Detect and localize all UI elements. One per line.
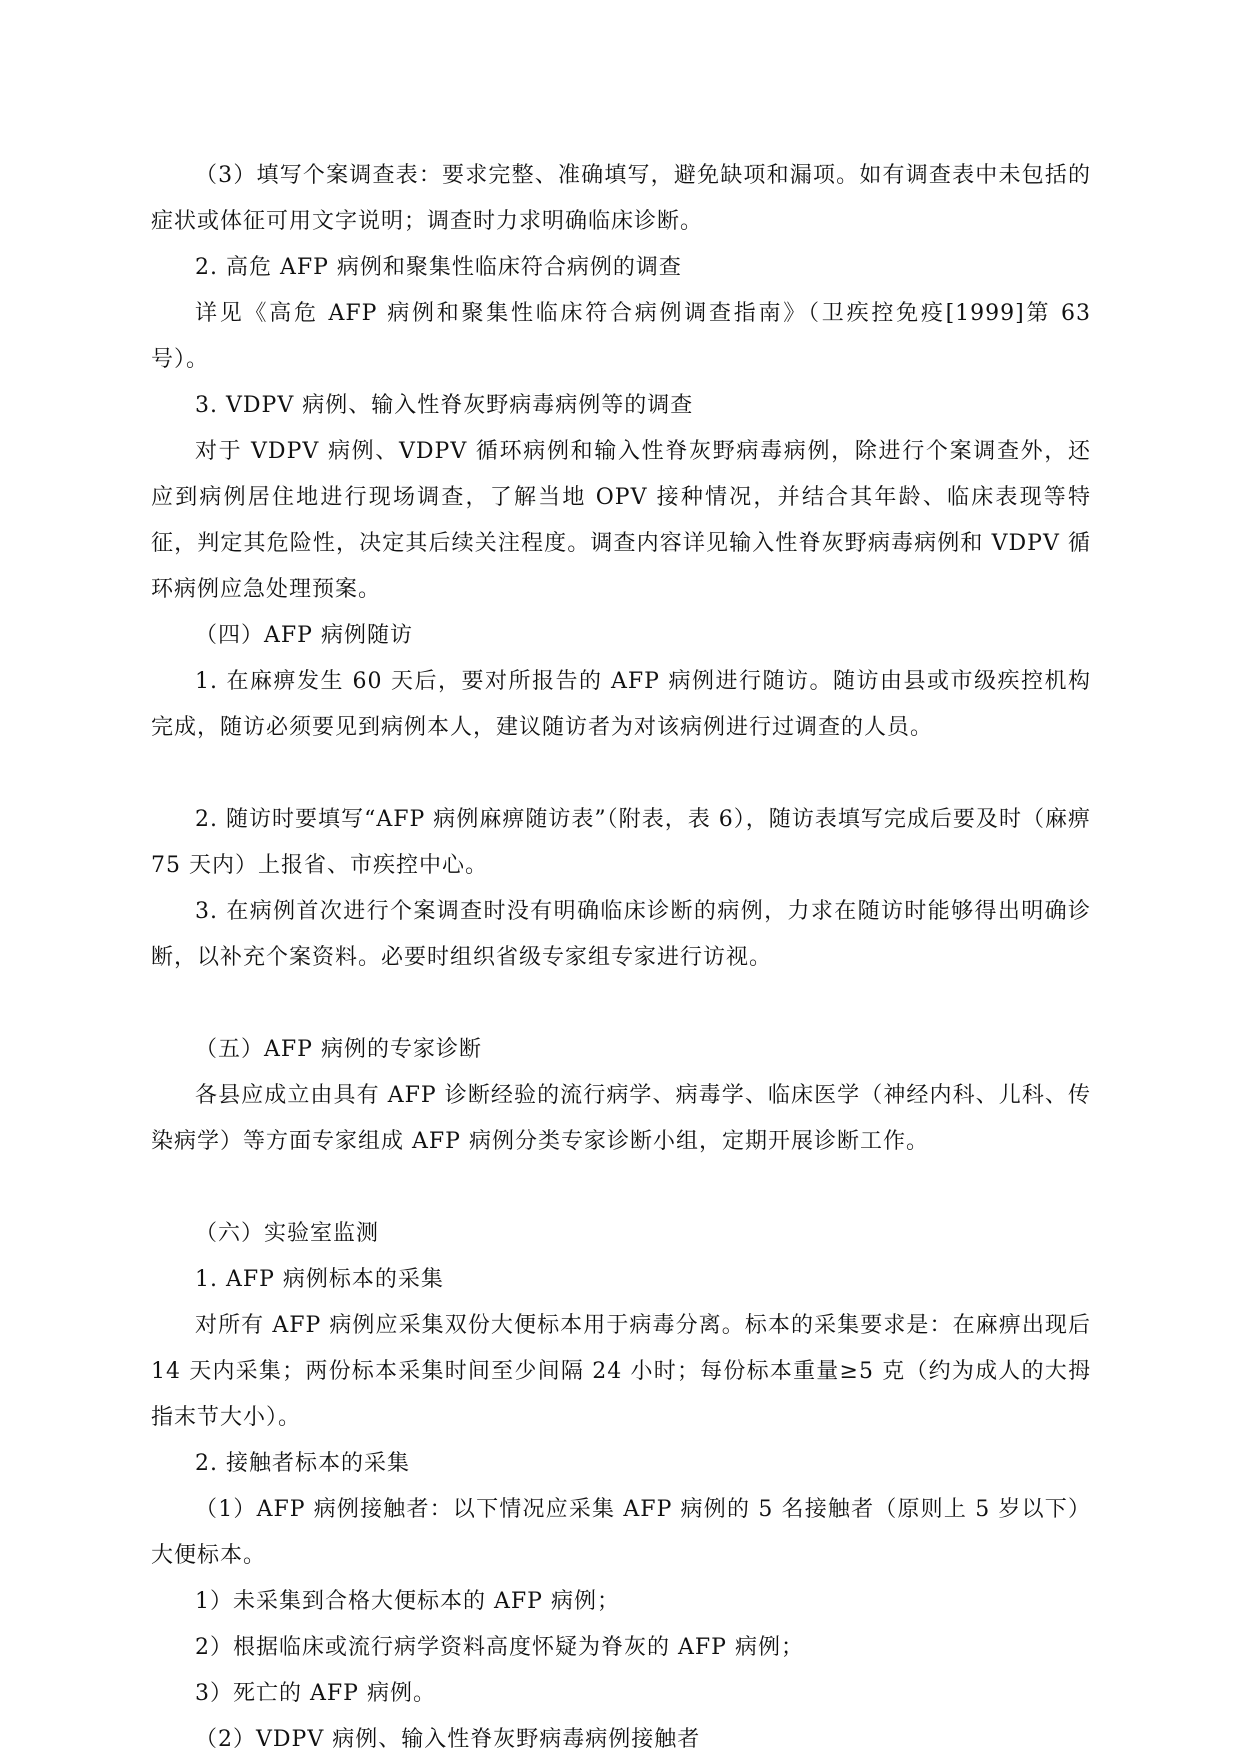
- paragraph-high-risk-guideline: 详见《高危 AFP 病例和聚集性临床符合病例调查指南》（卫疾控免疫[1999]第 63 号）。: [151, 301, 1091, 372]
- paragraph-vdpv-investigation: 对于 VDPV 病例、VDPV 循环病例和输入性脊灰野病毒病例，除进行个案调查外，还应到病例居住地进行现场调查，了解当地 OPV 接种情况，并结合其年龄、临床表现等特征，判定其危险性，决定其后续关注程度。调查内容详见输入性脊灰野病毒病例和 VDPV 循环病例应急处理预案。: [151, 439, 1091, 602]
- section-heading-follow-up: （四）AFP 病例随访: [195, 623, 413, 648]
- list-item-death-cases: 3）死亡的 AFP 病例。: [195, 1681, 436, 1706]
- list-item-suspected-polio: 2）根据临床或流行病学资料高度怀疑为脊灰的 AFP 病例；: [195, 1635, 804, 1660]
- blank-line: [151, 751, 1091, 797]
- paragraph-afp-contacts: （1）AFP 病例接触者：以下情况应采集 AFP 病例的 5 名接触者（原则上 5 岁以下）大便标本。: [151, 1497, 1091, 1568]
- paragraph-follow-up-form: 2. 随访时要填写“AFP 病例麻痹随访表”（附表，表 6），随访表填写完成后要及时（麻痹 75 天内）上报省、市疾控中心。: [151, 807, 1091, 878]
- heading-specimen-collection: 1. AFP 病例标本的采集: [195, 1267, 444, 1292]
- section-heading-expert-diagnosis: （五）AFP 病例的专家诊断: [195, 1037, 482, 1062]
- paragraph-vdpv-contacts: （2）VDPV 病例、输入性脊灰野病毒病例接触者: [195, 1727, 701, 1752]
- paragraph-follow-up-60-days: 1. 在麻痹发生 60 天后，要对所报告的 AFP 病例进行随访。随访由县或市级疾控机构完成，随访必须要见到病例本人，建议随访者为对该病例进行过调查的人员。: [151, 669, 1091, 740]
- paragraph-specimen-requirements: 对所有 AFP 病例应采集双份大便标本用于病毒分离。标本的采集要求是：在麻痹出现后 14 天内采集；两份标本采集时间至少间隔 24 小时；每份标本重量≥5 克（约为成人的大拇指末节大小）。: [151, 1313, 1091, 1430]
- blank-line: [151, 1165, 1091, 1211]
- paragraph-expert-group: 各县应成立由具有 AFP 诊断经验的流行病学、病毒学、临床医学（神经内科、儿科、传染病学）等方面专家组成 AFP 病例分类专家诊断小组，定期开展诊断工作。: [151, 1083, 1091, 1154]
- paragraph-case-questionnaire: （3）填写个案调查表：要求完整、准确填写，避免缺项和漏项。如有调查表中未包括的症状或体征可用文字说明；调查时力求明确临床诊断。: [151, 163, 1091, 234]
- section-heading-lab-surveillance: （六）实验室监测: [195, 1221, 380, 1246]
- heading-vdpv-investigation: 3. VDPV 病例、输入性脊灰野病毒病例等的调查: [195, 393, 694, 418]
- paragraph-follow-up-diagnosis: 3. 在病例首次进行个案调查时没有明确临床诊断的病例，力求在随访时能够得出明确诊断，以补充个案资料。必要时组织省级专家组专家进行访视。: [151, 899, 1091, 970]
- heading-high-risk-investigation: 2. 高危 AFP 病例和聚集性临床符合病例的调查: [195, 255, 682, 280]
- blank-line: [151, 981, 1091, 1027]
- heading-contact-specimens: 2. 接触者标本的采集: [195, 1451, 410, 1476]
- document-page: [151, 153, 1091, 1763]
- list-item-no-qualified-specimen: 1）未采集到合格大便标本的 AFP 病例；: [195, 1589, 620, 1614]
